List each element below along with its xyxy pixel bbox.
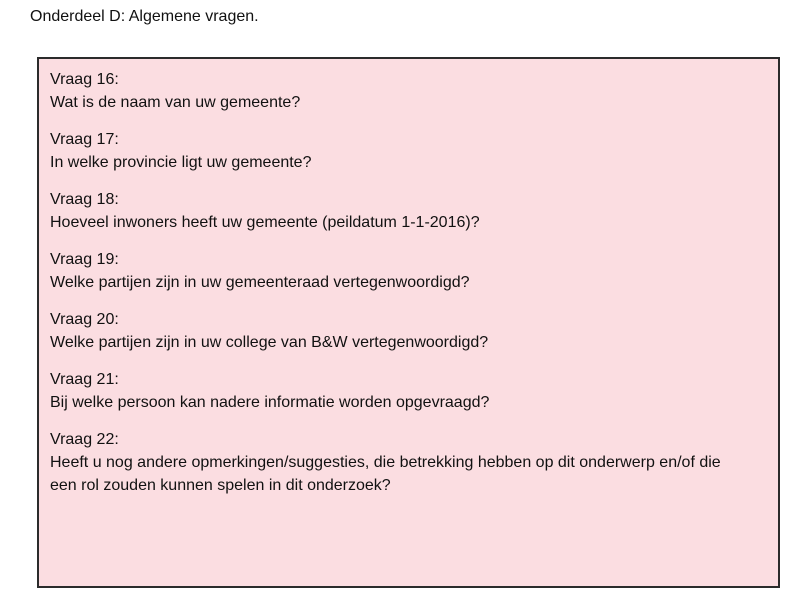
- question-text: Heeft u nog andere opmerkingen/suggesties, die betrekking hebben op dit onderwerp en/of die een rol zouden kunnen spelen in dit onderzoek?: [50, 454, 721, 494]
- question-label: Vraag 19:: [50, 251, 119, 268]
- question-text: Wat is de naam van uw gemeente?: [50, 94, 301, 111]
- question-label: Vraag 18:: [50, 191, 119, 208]
- question-18: [50, 188, 778, 234]
- question-21: [50, 368, 778, 414]
- section-title: Onderdeel D: Algemene vragen.: [30, 8, 259, 25]
- question-label: Vraag 17:: [50, 131, 119, 148]
- question-label: Vraag 20:: [50, 311, 119, 328]
- question-text: In welke provincie ligt uw gemeente?: [50, 154, 312, 171]
- question-20: [50, 308, 778, 354]
- question-label: Vraag 22:: [50, 431, 119, 448]
- question-box: [37, 57, 780, 588]
- question-22: [50, 428, 778, 497]
- question-16: [50, 68, 778, 114]
- question-text: Welke partijen zijn in uw gemeenteraad vertegenwoordigd?: [50, 274, 470, 291]
- question-label: Vraag 16:: [50, 71, 119, 88]
- question-text: Bij welke persoon kan nadere informatie worden opgevraagd?: [50, 394, 490, 411]
- question-text: Hoeveel inwoners heeft uw gemeente (peildatum 1-1-2016)?: [50, 214, 480, 231]
- question-text: Welke partijen zijn in uw college van B&W vertegenwoordigd?: [50, 334, 489, 351]
- question-label: Vraag 21:: [50, 371, 119, 388]
- question-17: [50, 128, 778, 174]
- question-19: [50, 248, 778, 294]
